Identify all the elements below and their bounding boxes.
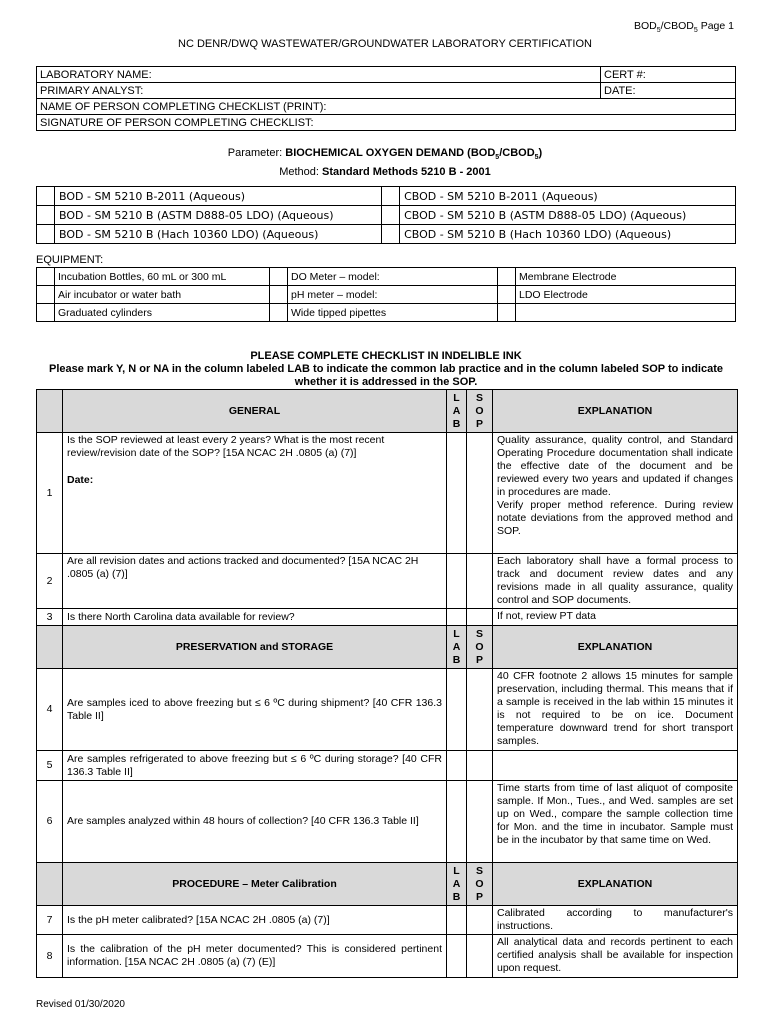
instructions: PLEASE COMPLETE CHECKLIST IN INDELIBLE INK Please mark Y, N or NA in the column labeled LAB to indicate the common lab practice and in the column labeled SOP to indicate whether it is addressed in the SOP. xyxy=(48,350,723,388)
bod-method-1: BOD - SM 5210 B-2011 (Aqueous) xyxy=(55,187,382,206)
explanation-cell: All analytical data and records pertinent to each certified analysis shall be available for inspection upon request. xyxy=(493,935,738,978)
lab-info-table xyxy=(36,66,736,131)
equipment-item: Incubation Bottles, 60 mL or 300 mL xyxy=(55,268,270,286)
lab-answer-cell[interactable] xyxy=(447,669,467,751)
checklist-question: Is the pH meter calibrated? [15A NCAC 2H .0805 (a) (7)] xyxy=(63,906,447,935)
sop-column-header: S O P xyxy=(467,863,493,906)
method-checkbox[interactable] xyxy=(37,225,55,244)
lab-answer-cell[interactable] xyxy=(447,906,467,935)
sop-column-header: S O P xyxy=(467,390,493,433)
sop-answer-cell[interactable] xyxy=(467,669,493,751)
explanation-header: EXPLANATION xyxy=(493,390,738,433)
item-number: 1 xyxy=(37,433,63,554)
signature-field[interactable]: SIGNATURE OF PERSON COMPLETING CHECKLIST: xyxy=(37,115,736,131)
name-completing-field[interactable]: NAME OF PERSON COMPLETING CHECKLIST (PRINT): xyxy=(37,99,736,115)
method-checkbox[interactable] xyxy=(37,187,55,206)
equipment-item xyxy=(516,304,736,322)
equipment-item: Air incubator or water bath xyxy=(55,286,270,304)
explanation-cell: Time starts from time of last aliquot of composite sample. If Mon., Tues., and Wed. samples are set up on Wed., compare the sample collection time for Mon. and the time in incubator. Sample must be in the incubator by that same time on Wed. xyxy=(493,781,738,863)
bod-method-2: BOD - SM 5210 B (ASTM D888-05 LDO) (Aqueous) xyxy=(55,206,382,225)
equipment-item: DO Meter – model: xyxy=(288,268,498,286)
sop-answer-cell[interactable] xyxy=(467,781,493,863)
equipment-checkbox[interactable] xyxy=(270,268,288,286)
section-num-cell xyxy=(37,863,63,906)
equipment-label: EQUIPMENT: xyxy=(36,254,104,266)
equipment-checkbox[interactable] xyxy=(270,286,288,304)
item-number: 2 xyxy=(37,554,63,609)
parameter-value: BIOCHEMICAL OXYGEN DEMAND $(BOD_5/CBOD_5)$ xyxy=(285,147,543,162)
equipment-checkbox[interactable] xyxy=(498,304,516,322)
date-field[interactable]: DATE: xyxy=(601,83,736,99)
sop-column-header: S O P xyxy=(467,626,493,669)
lab-answer-cell[interactable] xyxy=(447,609,467,626)
equipment-checkbox[interactable] xyxy=(37,268,55,286)
equipment-item: Membrane Electrode xyxy=(516,268,736,286)
explanation-cell: Calibrated according to manufacturer's instructions. xyxy=(493,906,738,935)
section-title-preservation: PRESERVATION and STORAGE xyxy=(63,626,447,669)
method-checkbox[interactable] xyxy=(382,225,400,244)
item-number: 7 xyxy=(37,906,63,935)
explanation-header: EXPLANATION xyxy=(493,863,738,906)
equipment-item: pH meter – model: xyxy=(288,286,498,304)
checklist-question: Are samples analyzed within 48 hours of collection? [40 CFR 136.3 Table II] xyxy=(63,781,447,863)
explanation-cell: If not, review PT data xyxy=(493,609,738,626)
method-value: Standard Methods 5210 B - 2001 xyxy=(322,166,491,179)
lab-answer-cell[interactable] xyxy=(447,554,467,609)
equipment-table xyxy=(36,267,736,322)
checklist-question: Are samples refrigerated to above freezing but ≤ 6 ºC during storage? [40 CFR 136.3 Table II] xyxy=(63,751,447,781)
laboratory-name-field[interactable]: LABORATORY NAME: xyxy=(37,67,601,83)
item-number: 8 xyxy=(37,935,63,978)
equipment-checkbox[interactable] xyxy=(498,268,516,286)
method-checkbox[interactable] xyxy=(37,206,55,225)
item-number: 3 xyxy=(37,609,63,626)
review-date-label: Date: xyxy=(67,474,94,486)
bod-method-3: BOD - SM 5210 B (Hach 10360 LDO) (Aqueous) xyxy=(55,225,382,244)
checklist-question: Is the calibration of the pH meter documented? This is considered pertinent information. [15A NCAC 2H .0805 (a) (7) (E)] xyxy=(63,935,447,978)
sop-answer-cell[interactable] xyxy=(467,935,493,978)
equipment-item: LDO Electrode xyxy=(516,286,736,304)
item-number: 4 xyxy=(37,669,63,751)
page-number: $BOD_5/CBOD_5$ Page 1 xyxy=(633,20,734,35)
primary-analyst-field[interactable]: PRIMARY ANALYST: xyxy=(37,83,601,99)
explanation-cell: Quality assurance, quality control, and Standard Operating Procedure documentation shall indicate the effective date of the document and be reviewed every two years and updated if changes in procedures are made. Verify proper method reference. During review notate deviations from the approved method and SOP. xyxy=(493,433,738,554)
explanation-header: EXPLANATION xyxy=(493,626,738,669)
document-title: NC DENR/DWQ WASTEWATER/GROUNDWATER LABORATORY CERTIFICATION xyxy=(178,38,592,50)
cbod-method-1: CBOD - SM 5210 B-2011 (Aqueous) xyxy=(400,187,736,206)
lab-answer-cell[interactable] xyxy=(447,935,467,978)
lab-column-header: L A B xyxy=(447,390,467,433)
section-num-cell xyxy=(37,626,63,669)
sop-answer-cell[interactable] xyxy=(467,609,493,626)
equipment-checkbox[interactable] xyxy=(37,304,55,322)
section-num-cell xyxy=(37,390,63,433)
revised-date: Revised 01/30/2020 xyxy=(36,999,125,1010)
checklist-question: Are all revision dates and actions tracked and documented? [15A NCAC 2H .0805 (a) (7)] xyxy=(63,554,447,609)
checklist-question: Are samples iced to above freezing but ≤ 6 ºC during shipment? [40 CFR 136.3 Table II] xyxy=(63,669,447,751)
explanation-cell xyxy=(493,751,738,781)
equipment-item: Graduated cylinders xyxy=(55,304,270,322)
equipment-checkbox[interactable] xyxy=(37,286,55,304)
lab-answer-cell[interactable] xyxy=(447,781,467,863)
item-number: 6 xyxy=(37,781,63,863)
sop-answer-cell[interactable] xyxy=(467,751,493,781)
lab-column-header: L A B xyxy=(447,863,467,906)
checklist-question: Is there North Carolina data available for review? xyxy=(63,609,447,626)
cert-field[interactable]: CERT #: xyxy=(601,67,736,83)
equipment-item: Wide tipped pipettes xyxy=(288,304,498,322)
method-checkbox[interactable] xyxy=(382,206,400,225)
explanation-cell: Each laboratory shall have a formal process to track and document review dates and any revisions made in all quality assurance, quality control and SOP documents. xyxy=(493,554,738,609)
cbod-method-3: CBOD - SM 5210 B (Hach 10360 LDO) (Aqueous) xyxy=(400,225,736,244)
equipment-checkbox[interactable] xyxy=(270,304,288,322)
methods-table xyxy=(36,186,736,244)
lab-answer-cell[interactable] xyxy=(447,433,467,554)
sop-answer-cell[interactable] xyxy=(467,906,493,935)
item-number: 5 xyxy=(37,751,63,781)
checklist-question: Is the SOP reviewed at least every 2 years? What is the most recent review/revision date of the SOP? [15A NCAC 2H .0805 (a) (7)] Date: xyxy=(63,433,447,554)
parameter-block: Parameter: BIOCHEMICAL OXYGEN DEMAND $(BOD_5/CBOD_5)$ Method: Standard Methods 5210 B - 2001 xyxy=(227,147,543,179)
lab-answer-cell[interactable] xyxy=(447,751,467,781)
section-title-procedure: PROCEDURE – Meter Calibration xyxy=(63,863,447,906)
equipment-checkbox[interactable] xyxy=(498,286,516,304)
sop-answer-cell[interactable] xyxy=(467,554,493,609)
sop-answer-cell[interactable] xyxy=(467,433,493,554)
cbod-method-2: CBOD - SM 5210 B (ASTM D888-05 LDO) (Aqueous) xyxy=(400,206,736,225)
section-title-general: GENERAL xyxy=(63,390,447,433)
method-checkbox[interactable] xyxy=(382,187,400,206)
explanation-cell: 40 CFR footnote 2 allows 15 minutes for sample preservation, including thermal. This means that if a sample is received in the lab within 15 minutes it is not required to be on ice. Document temperature downward trend for short transport samples. xyxy=(493,669,738,751)
checklist-table xyxy=(36,389,738,978)
lab-column-header: L A B xyxy=(447,626,467,669)
